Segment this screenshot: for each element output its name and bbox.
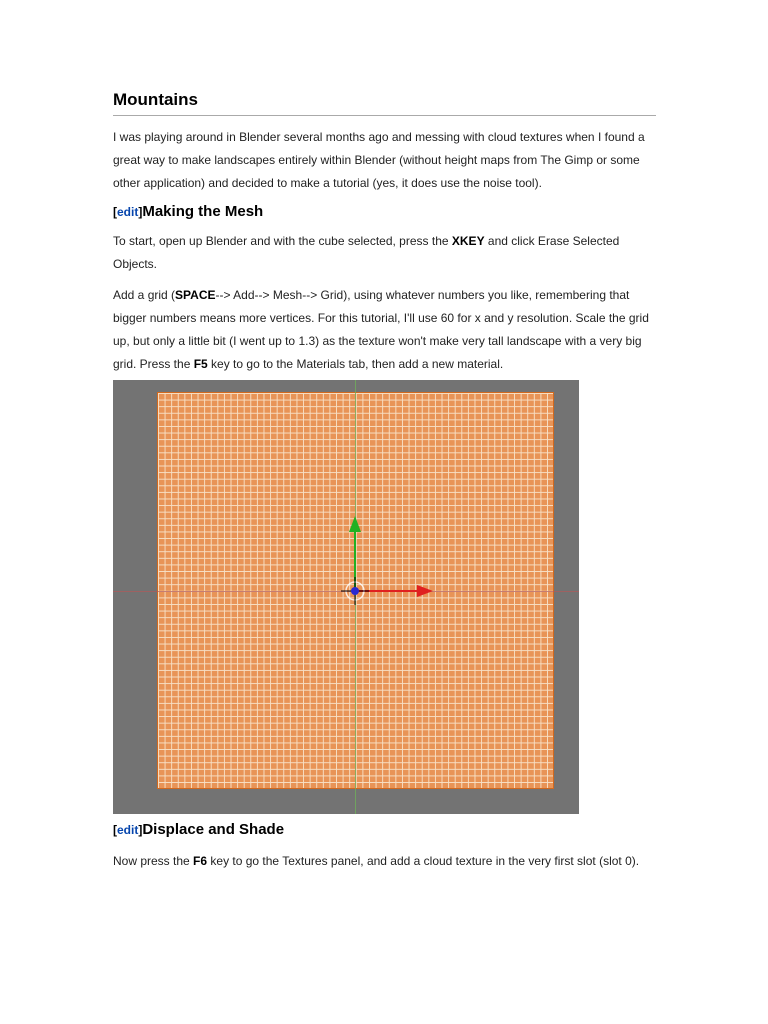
page-title: Mountains xyxy=(113,88,656,116)
paragraph-textures xyxy=(113,850,656,873)
transform-manipulator-icon xyxy=(113,380,579,814)
key-name: XKEY xyxy=(451,234,485,248)
paragraph-start xyxy=(113,230,656,276)
x-axis-arrow-head xyxy=(417,585,433,597)
edit-bracket-open: [ xyxy=(113,205,117,219)
edit-bracket-open: [ xyxy=(113,823,117,837)
paragraph-text: Add a grid ( xyxy=(113,288,176,302)
paragraph-text: To start, open up Blender and with the cube selected, press the xyxy=(113,234,452,248)
section-heading-displace-and-shade xyxy=(113,819,656,841)
article-body xyxy=(113,88,656,873)
paragraph-add-grid xyxy=(113,284,656,376)
edit-bracket-close: ] xyxy=(138,823,143,837)
intro-paragraph: I was playing around in Blender several months ago and messing with cloud textures when I found a great way to make landscapes entirely within Blender (without height maps from The Gimp or some other application) and decided to make a tutorial (yes, it does use the noise tool). xyxy=(113,130,645,190)
key-name: SPACE xyxy=(175,288,216,302)
object-center-dot xyxy=(351,587,359,595)
paragraph-text: key to go the Textures panel, and add a cloud texture in the very first slot (slot 0). xyxy=(207,854,640,868)
key-name: F5 xyxy=(193,357,208,371)
edit-bracket-close: ] xyxy=(138,205,143,219)
section-heading-text: Making the Mesh xyxy=(142,203,264,220)
section-heading-making-the-mesh xyxy=(113,201,656,223)
blender-grid-screenshot xyxy=(113,380,579,814)
y-axis-arrow-head xyxy=(349,516,361,532)
section-heading-text: Displace and Shade xyxy=(142,821,285,838)
paragraph-text: key to go to the Materials tab, then add a new material. xyxy=(207,357,504,371)
edit-link-displace-and-shade[interactable]: edit xyxy=(117,823,139,837)
paragraph-text: and click Erase Selected Objects. xyxy=(113,234,620,271)
paragraph-text: --> Add--> Mesh--> Grid), using whatever numbers you like, remembering that bigger numbers means more vertices. For this tutorial, I'll use 60 for x and y resolution. Scale the grid up, but only a little bit (I went up to 1.3) as the texture won't make very tall landscape with a very big grid. Press the xyxy=(113,288,649,371)
paragraph-text: Now press the xyxy=(113,854,194,868)
edit-link-making-the-mesh[interactable]: edit xyxy=(117,205,139,219)
key-name: F6 xyxy=(193,854,208,868)
